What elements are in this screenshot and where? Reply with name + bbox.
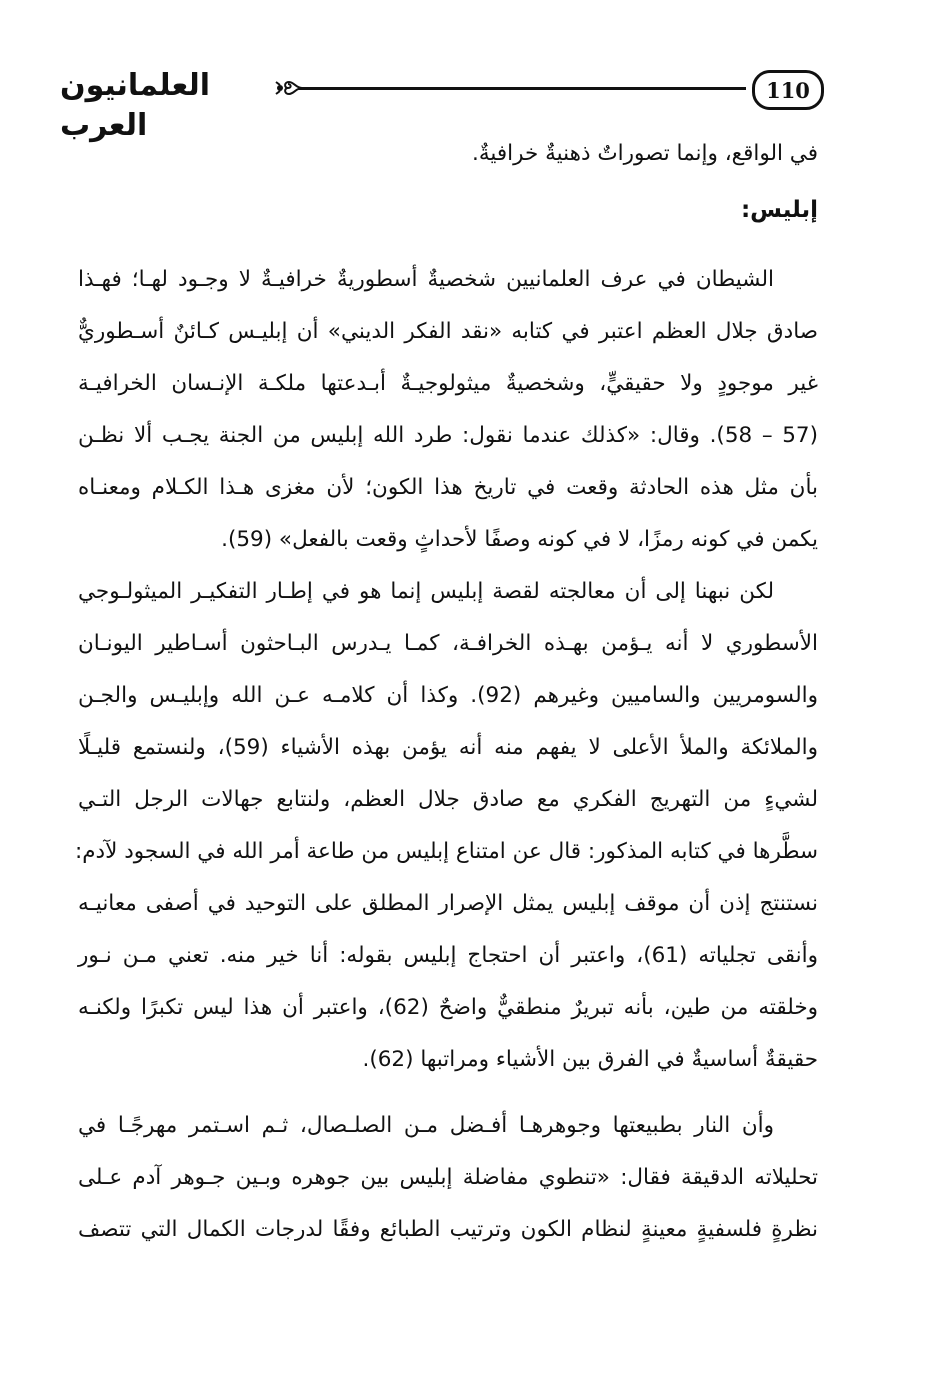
text-line: تحليلاته الدقيقة فقال: «تنطوي مفاضلة إبليس بين جوهره وبـين جـوهر آدم عـلى <box>78 1165 818 1190</box>
paragraph-continuation <box>78 128 818 180</box>
book-title: العلمانيون العرب <box>60 68 211 143</box>
text-line: الأسطوري لا أنه يـؤمن بهـذه الخرافـة، كمـا يـدرس البـاحثون أسـاطير اليونـان <box>78 631 818 656</box>
text-line: والملائكة والملأ الأعلى لا يفهم منه أنه يؤمن بهذه الأشياء (59)، ولنستمع قليـلًا <box>78 735 819 760</box>
text-line: بأن مثل هذه الحادثة وقعت في تاريخ هذا الكون؛ لأن مغزى هـذا الكـلام ومعنـاه <box>78 475 818 500</box>
text-line: لكن نبهنا إلى أن معالجته لقصة إبليس إنما هو في إطـار التفكيـر الميثولـوجي <box>78 579 774 604</box>
text-line: وأنقى تجلياته (61)، واعتبر أن احتجاج إبليس بقوله: أنا خير منه. تعني مـن نـور <box>78 943 818 968</box>
page-header <box>60 62 820 143</box>
text-line: (57 – 58). وقال: «كذلك عندما نقول: طرد الله إبليس من الجنة يجـب ألا نظـن <box>78 423 818 448</box>
text-line: حقيقةٌ أساسيةٌ في الفرق بين الأشياء ومراتبها (62). <box>362 1047 818 1072</box>
text-line: وخلقته من طين، بأنه تبريرٌ منطقيٌّ واضحٌ (62)، واعتبر أن هذا ليس تكبرًا ولكنـه <box>78 995 818 1020</box>
paragraph <box>78 254 818 566</box>
text-line: والسومريين والساميين وغيرهم (92). وكذا أن كلامـه عـن الله وإبليـس والجـن <box>78 683 818 708</box>
text-line: وأن النار بطبيعتها وجوهرهـا أفـضل مـن الصلـصال، ثـم اسـتمر مهرجًـا في <box>78 1113 774 1138</box>
page-body <box>74 128 819 1256</box>
paragraph <box>74 566 819 1086</box>
flourish-ornament-icon <box>274 74 304 102</box>
page-number: 110 <box>752 70 824 110</box>
text-line: نستنتج إذن أن موقف إبليس يمثل الإصرار المطلق على التوحيد في أصفى معانيـه <box>78 891 818 916</box>
text-line: يكمن في كونه رمزًا، لا في كونه وصفًا لأحداثٍ وقعت بالفعل» (59). <box>221 527 818 552</box>
paragraph <box>78 1100 818 1256</box>
text-line: نظرةٍ فلسفيةٍ معينةٍ لنظام الكون وترتيب الطبائع وفقًا لدرجات الكمال التي تتصف <box>78 1217 818 1242</box>
text-line: سطَّرها في كتابه المذكور: قال عن امتناع إبليس من طاعة أمر الله في السجود لآدم: <box>74 839 818 864</box>
header-rule <box>298 87 746 90</box>
text-line: في الواقع، وإنما تصوراتٌ ذهنيةٌ خرافيةٌ. <box>472 141 818 166</box>
text-line: لشيءٍ من التهريج الفكري مع صادق جلال العظم، ولنتابع جهالات الرجل التـي <box>78 787 818 812</box>
text-line: صادق جلال العظم اعتبر في كتابه «نقد الفكر الديني» أن إبليـس كـائنٌ أسـطوريٌّ <box>78 319 818 344</box>
text-line: غير موجودٍ ولا حقيقيٍّ، وشخصيةٌ ميثولوجيـةٌ أبـدعتها ملكـة الإنـسان الخرافيـة <box>78 371 818 396</box>
text-line: الشيطان في عرف العلمانيين شخصيةٌ أسطوريةٌ خرافيـةٌ لا وجـود لهـا؛ فهـذا <box>78 267 774 292</box>
section-heading: إبليس: <box>740 197 818 223</box>
